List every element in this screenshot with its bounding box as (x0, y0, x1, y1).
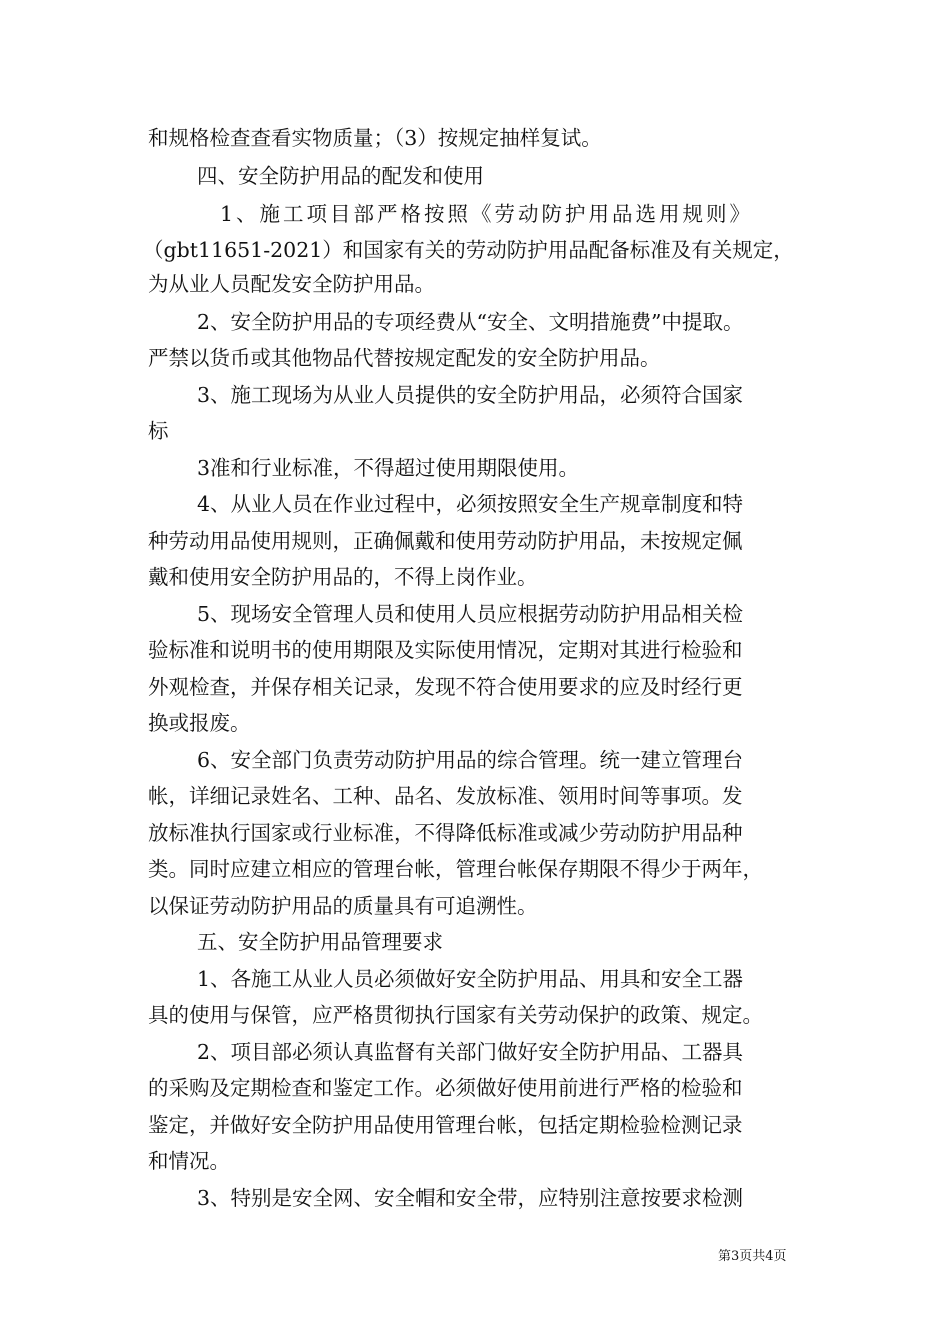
text-line: 1、各施工从业人员必须做好安全防护用品、用具和安全工器 (197, 967, 744, 991)
text-line: 类。同时应建立相应的管理台帐，管理台帐保存期限不得少于两年， (148, 857, 763, 881)
text-line: 具的使用与保管，应严格贯彻执行国家有关劳动保护的政策、规定。 (148, 1003, 763, 1027)
section-heading: 五、安全防护用品管理要求 (197, 930, 443, 954)
text-line: 为从业人员配发安全防护用品。 (148, 272, 435, 296)
page-number: 第3页共4页 (718, 1249, 787, 1264)
text-line: 2、项目部必须认真监督有关部门做好安全防护用品、工器具 (197, 1040, 744, 1064)
text-line: （gbt11651-2021）和国家有关的劳动防护用品配备标准及有关规定， (143, 238, 794, 262)
section-heading: 四、安全防护用品的配发和使用 (197, 164, 484, 188)
text-line: 帐，详细记录姓名、工种、品名、发放标准、领用时间等事项。发 (148, 784, 743, 808)
text-line: 3、特别是安全网、安全帽和安全带，应特别注意按要求检测 (197, 1186, 744, 1210)
text-line: 戴和使用安全防护用品的，不得上岗作业。 (148, 565, 538, 589)
text-line: 和规格检查查看实物质量；（3）按规定抽样复试。 (148, 126, 602, 150)
text-line: 6、安全部门负责劳动防护用品的综合管理。统一建立管理台 (197, 748, 744, 772)
text-line: 4、从业人员在作业过程中，必须按照安全生产规章制度和特 (197, 492, 744, 516)
text-line: 以保证劳动防护用品的质量具有可追溯性。 (148, 894, 538, 918)
text-line: 种劳动用品使用规则，正确佩戴和使用劳动防护用品，未按规定佩 (148, 529, 743, 553)
text-line: 的采购及定期检查和鉴定工作。必须做好使用前进行严格的检验和 (148, 1076, 743, 1100)
text-line: 和情况。 (148, 1149, 230, 1173)
text-line: 鉴定，并做好安全防护用品使用管理台帐，包括定期检验检测记录 (148, 1113, 743, 1137)
text-line: 5、现场安全管理人员和使用人员应根据劳动防护用品相关检 (197, 602, 744, 626)
text-line: 3准和行业标准，不得超过使用期限使用。 (197, 456, 580, 480)
text-line: 3、施工现场为从业人员提供的安全防护用品，必须符合国家 (197, 383, 744, 407)
text-line: 严禁以货币或其他物品代替按规定配发的安全防护用品。 (148, 346, 661, 370)
text-line: 验标准和说明书的使用期限及实际使用情况，定期对其进行检验和 (148, 638, 743, 662)
text-line: 外观检查，并保存相关记录，发现不符合使用要求的应及时经行更 (148, 675, 743, 699)
text-line: 换或报废。 (148, 711, 251, 735)
text-line: 放标准执行国家或行业标准，不得降低标准或减少劳动防护用品种 (148, 821, 743, 845)
text-line: 2、安全防护用品的专项经费从“安全、文明措施费”中提取。 (197, 310, 744, 334)
text-line: 1、施工项目部严格按照《劳动防护用品选用规则》 (220, 202, 754, 226)
text-line: 标 (148, 419, 169, 443)
